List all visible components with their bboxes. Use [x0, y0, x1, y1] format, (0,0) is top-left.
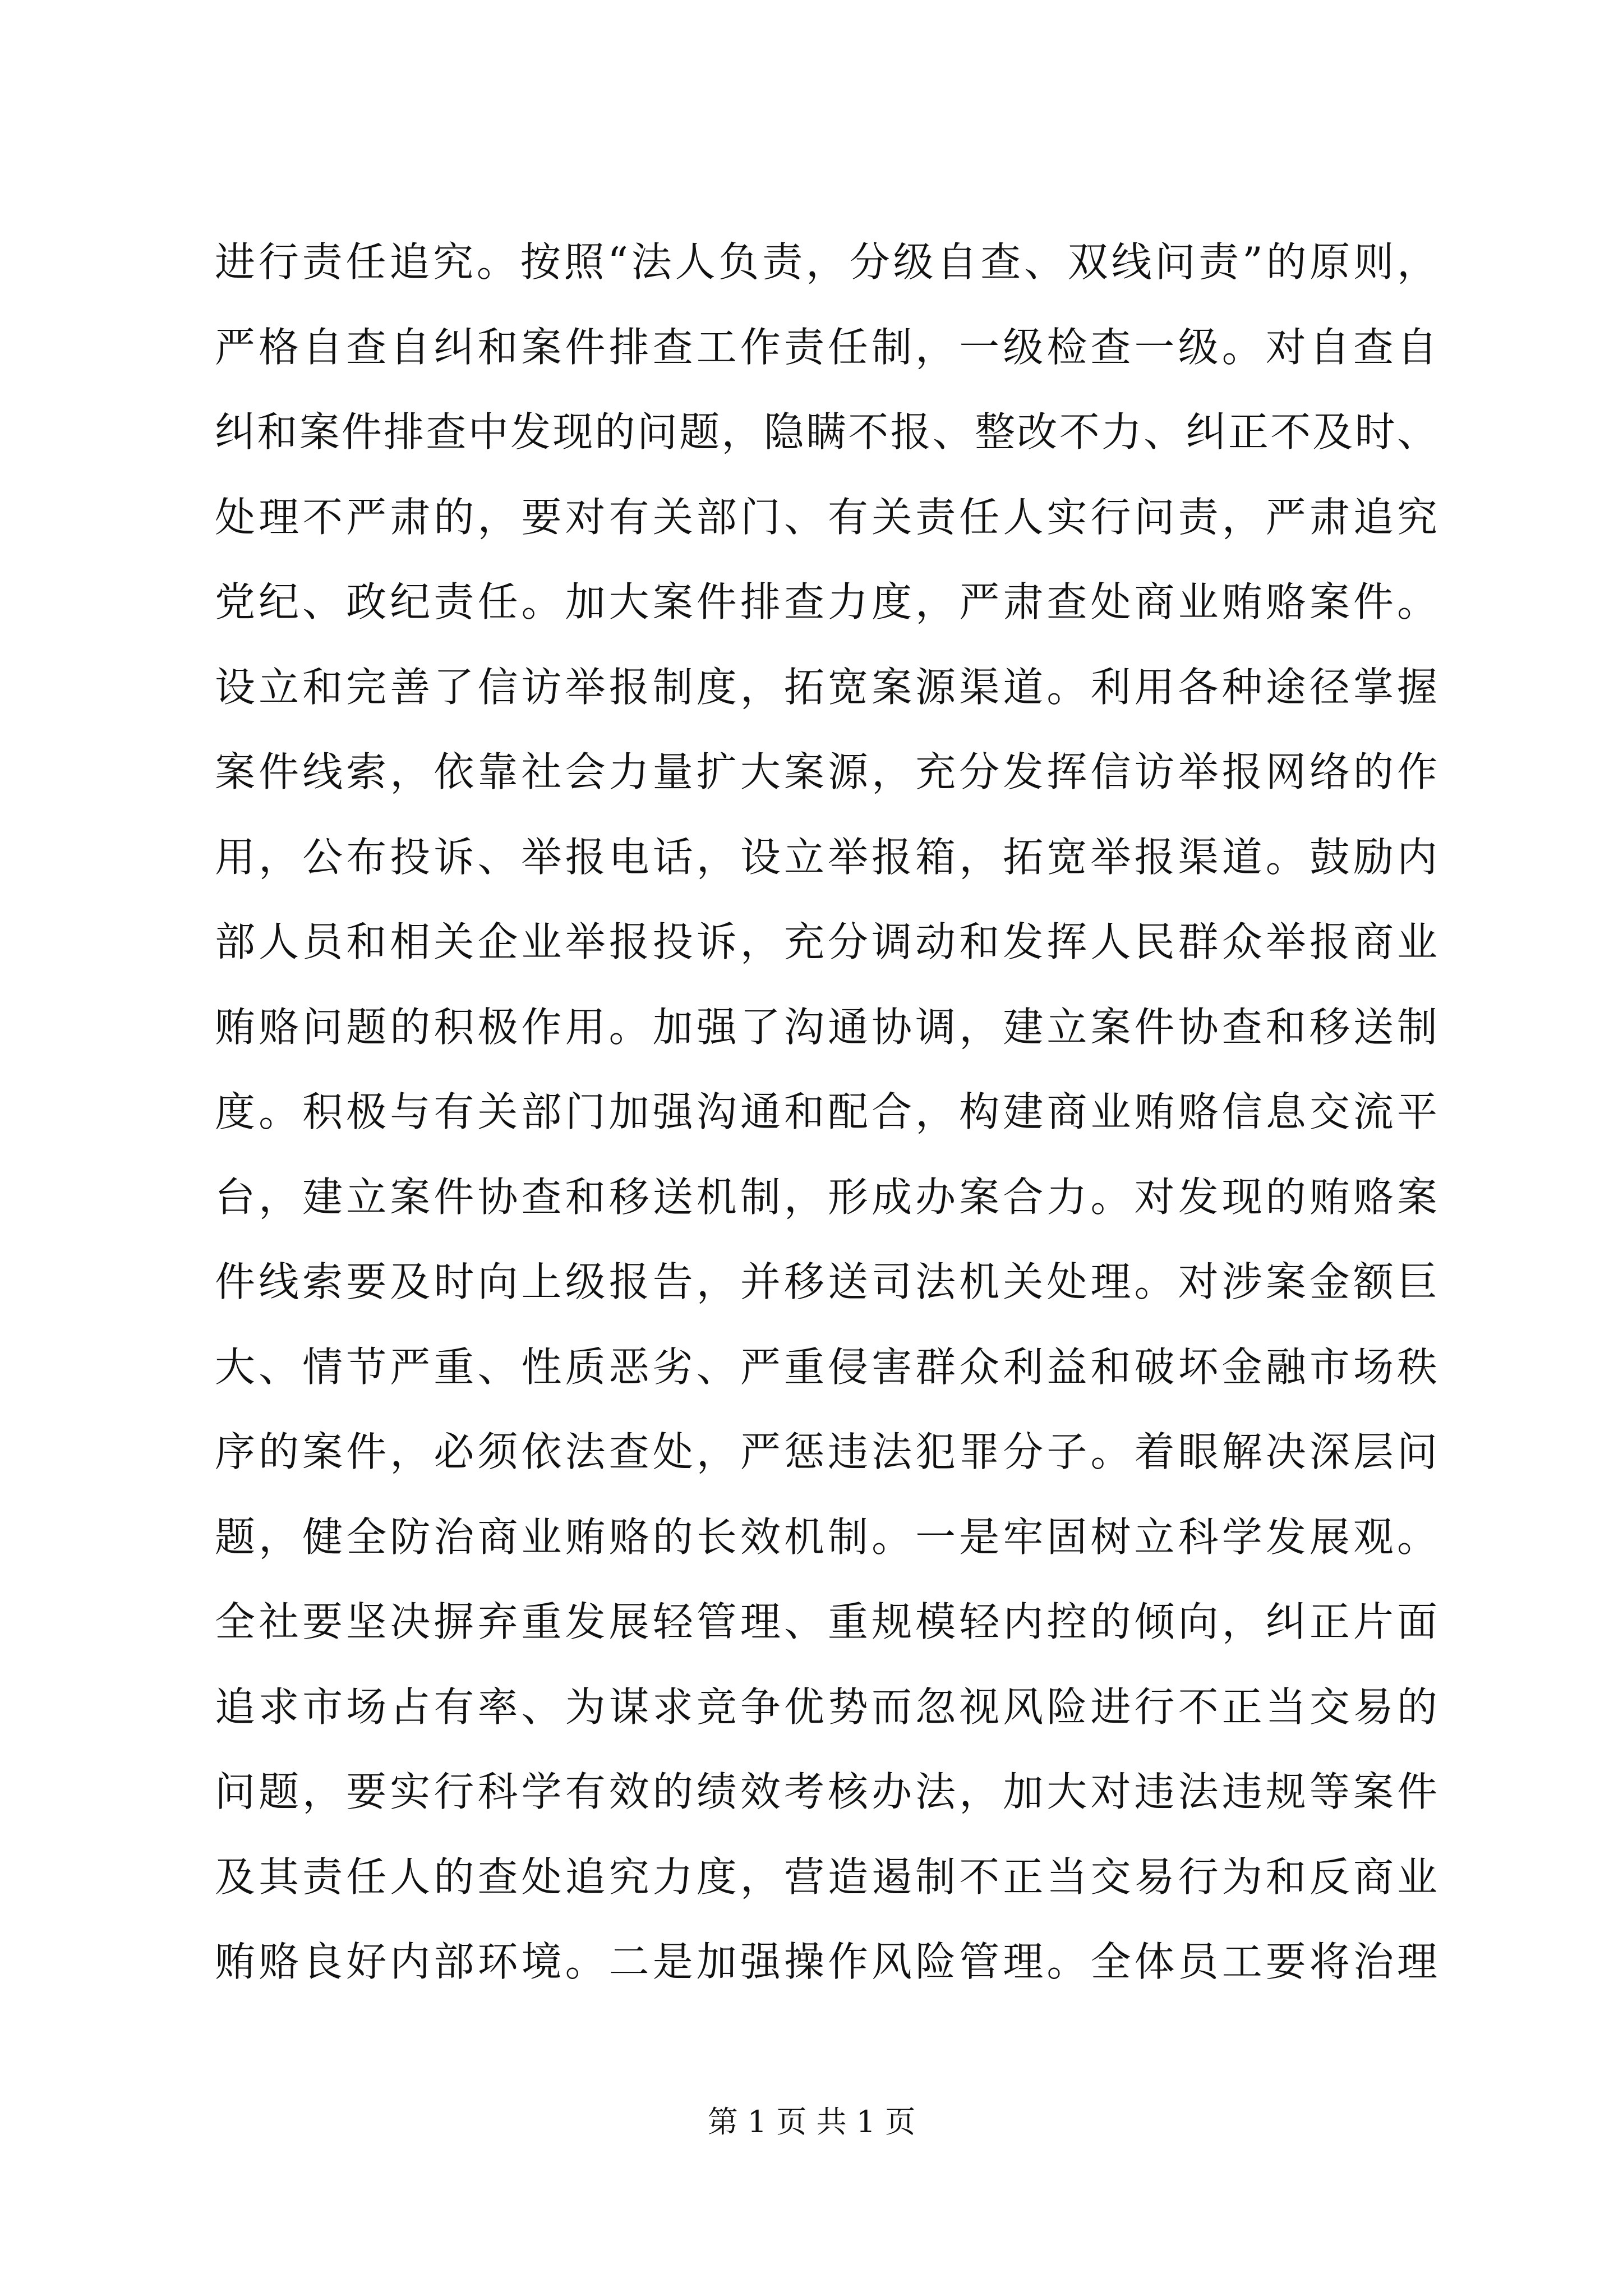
text-line: 党纪、政纪责任。加大案件排查力度，严肃查处商业贿赂案件。 — [215, 578, 1437, 625]
text-line: 设立和完善了信访举报制度，拓宽案源渠道。利用各种途径掌握 — [215, 663, 1437, 711]
text-line: 及其责任人的查处追究力度，营造遏制不正当交易行为和反商业 — [215, 1853, 1437, 1901]
text-line: 部人员和相关企业举报投诉，充分调动和发挥人民群众举报商业 — [215, 918, 1437, 965]
text-line: 贿赂良好内部环境。二是加强操作风险管理。全体员工要将治理 — [215, 1938, 1437, 1985]
text-line: 用，公布投诉、举报电话，设立举报箱，拓宽举报渠道。鼓励内 — [215, 833, 1437, 881]
page-footer — [0, 2102, 1623, 2142]
text-line: 贿赂问题的积极作用。加强了沟通协调，建立案件协查和移送制 — [215, 1003, 1437, 1051]
text-line: 案件线索，依靠社会力量扩大案源，充分发挥信访举报网络的作 — [215, 748, 1437, 795]
text-line: 严格自查自纠和案件排查工作责任制，一级检查一级。对自查自 — [215, 323, 1437, 371]
text-line: 处理不严肃的，要对有关部门、有关责任人实行问责，严肃追究 — [215, 493, 1437, 541]
text-line: 台，建立案件协查和移送机制，形成办案合力。对发现的贿赂案 — [215, 1173, 1437, 1221]
text-line: 问题，要实行科学有效的绩效考核办法，加大对违法违规等案件 — [215, 1768, 1437, 1815]
body-text — [215, 220, 1437, 2005]
text-line: 件线索要及时向上级报告，并移送司法机关处理。对涉案金额巨 — [215, 1258, 1437, 1305]
text-line: 纠和案件排查中发现的问题，隐瞒不报、整改不力、纠正不及时、 — [215, 408, 1437, 455]
text-line: 序的案件，必须依法查处，严惩违法犯罪分子。着眼解决深层问 — [215, 1428, 1437, 1475]
text-line: 大、情节严重、性质恶劣、严重侵害群众利益和破坏金融市场秩 — [215, 1343, 1437, 1391]
text-line: 度。积极与有关部门加强沟通和配合，构建商业贿赂信息交流平 — [215, 1088, 1437, 1135]
text-line: 题，健全防治商业贿赂的长效机制。一是牢固树立科学发展观。 — [215, 1513, 1437, 1561]
text-line: 追求市场占有率、为谋求竞争优势而忽视风险进行不正当交易的 — [215, 1683, 1437, 1731]
text-line: 进行责任追究。按照“法人负责，分级自查、双线问责”的原则， — [215, 238, 1437, 286]
page-number-label: 第 1 页 共 1 页 — [707, 2104, 916, 2139]
text-line: 全社要坚决摒弃重发展轻管理、重规模轻内控的倾向，纠正片面 — [215, 1598, 1437, 1645]
